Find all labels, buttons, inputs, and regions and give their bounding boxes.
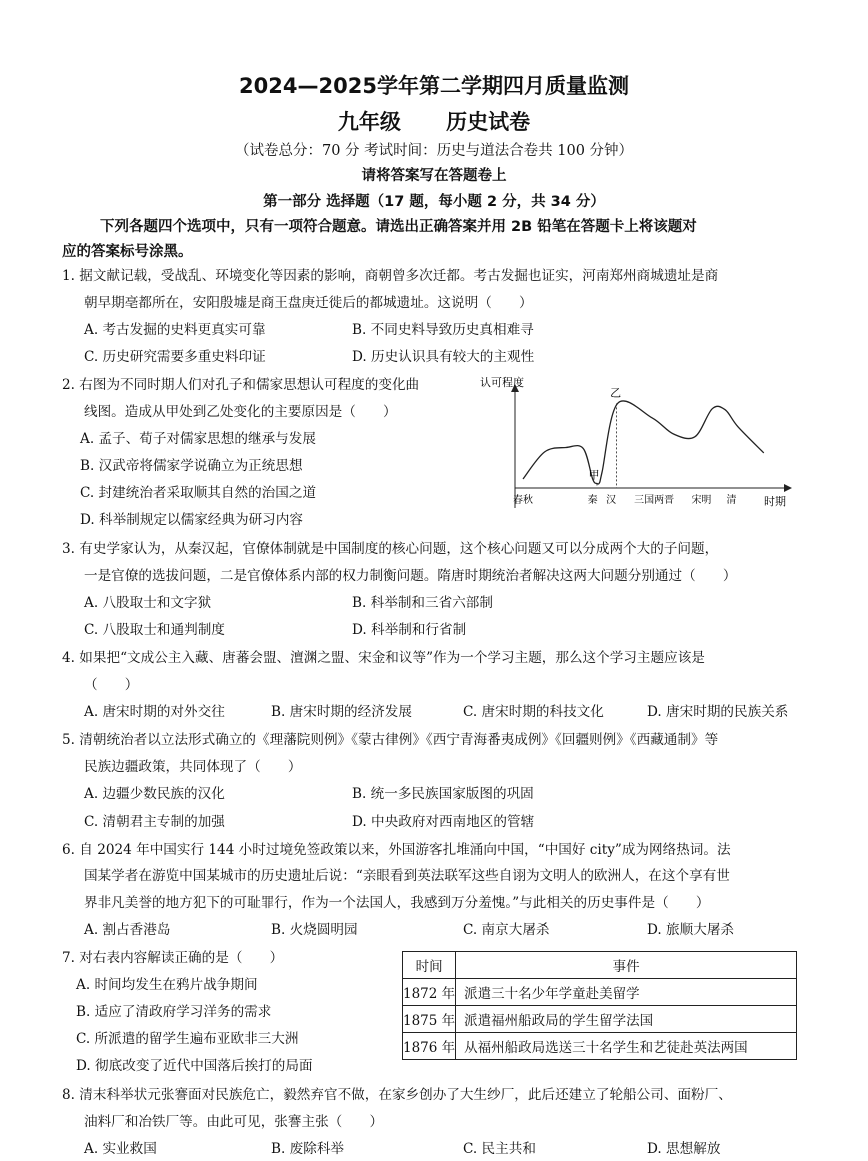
table-cell-year: 1872 年	[403, 979, 456, 1006]
question-2-stem: 线图。造成从甲处到乙处变化的主要原因是（ ）	[84, 404, 397, 420]
table-header-year: 时间	[403, 952, 456, 979]
question-6-option-b: B. 火烧圆明园	[271, 922, 358, 938]
x-axis-label: 时期	[764, 495, 786, 508]
question-4-option-d: D. 唐宋时期的民族关系	[647, 704, 789, 720]
table-header-event: 事件	[456, 952, 797, 979]
question-6-stem: 6. 自 2024 年中国实行 144 小时过境免签政策以来，外国游客扎堆涌向中国，“中国好 city”成为网络热词。法	[62, 842, 731, 858]
table-header-row	[403, 952, 797, 979]
table-row	[403, 1033, 797, 1060]
question-8-option-a: A. 实业救国	[84, 1141, 157, 1157]
question-3-option-b: B. 科举制和三省六部制	[352, 595, 493, 611]
question-3-option-d: D. 科举制和行省制	[352, 622, 467, 638]
question-6-stem: 国某学者在游览中国某城市的历史遗址后说：“亲眼看到英法联军这些自诩为文明人的欧洲人，在这个享有世	[84, 868, 730, 884]
exam-title: 2024—2025学年第二学期四月质量监测	[239, 74, 629, 98]
x-tick-label: 汉	[606, 495, 617, 506]
question-1-option-b: B. 不同史料导致历史真相难寻	[352, 322, 534, 338]
question-5-option-a: A. 边疆少数民族的汉化	[84, 786, 225, 802]
question-5-option-c: C. 清朝君主专制的加强	[84, 814, 225, 830]
question-3-option-c: C. 八股取士和通判制度	[84, 622, 225, 638]
question-2-option-d: D. 科举制规定以儒家经典为研习内容	[80, 512, 303, 528]
table-cell-year: 1875 年	[403, 1006, 456, 1033]
exam-subtitle	[0, 106, 868, 136]
question-4-stem: （ ）	[84, 677, 139, 693]
instruction-line: 应的答案标号涂黑。	[62, 244, 193, 260]
question-5-stem: 5. 清朝统治者以立法形式确立的《理藩院则例》《蒙古律例》《西宁青海番夷成例》《回疆则例》《西藏通制》等	[62, 732, 719, 748]
x-axis-arrow	[784, 484, 792, 492]
question-7-option-b: B. 适应了清政府学习洋务的需求	[76, 1004, 272, 1020]
question-4-option-a: A. 唐宋时期的对外交往	[84, 704, 225, 720]
question-8-stem: 8. 清末科举状元张謇面对民族危亡，毅然弃官不做，在家乡创办了大生纱厂，此后还建立了轮船公司、面粉厂、	[62, 1087, 732, 1103]
question-6-option-c: C. 南京大屠杀	[463, 922, 550, 938]
question-4-stem: 4. 如果把“文成公主入藏、唐蕃会盟、澶渊之盟、宋金和议等”作为一个学习主题，那么这个学习主题应该是	[62, 650, 705, 666]
question-6-stem: 界非凡美誉的地方犯下的可耻罪行，作为一个法国人，我感到万分羞愧。”与此相关的历史事件是（ ）	[84, 895, 710, 911]
question-7-option-c: C. 所派遣的留学生遍布亚欧非三大洲	[76, 1031, 299, 1047]
grade-label: 九年级	[337, 110, 401, 134]
x-tick-label: 清	[726, 495, 737, 506]
x-tick-label: 秦	[587, 495, 598, 506]
annotation-jia: 甲	[588, 468, 600, 482]
answer-note: 请将答案写在答题卷上	[361, 168, 507, 184]
table-row	[403, 979, 797, 1006]
part-title: 第一部分 选择题（17 题，每小题 2 分，共 34 分）	[263, 194, 605, 210]
exam-info: （试卷总分：70 分 考试时间：历史与道法合卷共 100 分钟）	[234, 143, 634, 159]
table-row	[403, 1006, 797, 1033]
question-1-option-c: C. 历史研究需要多重史料印证	[84, 349, 266, 365]
question-5-option-b: B. 统一多民族国家版图的巩固	[352, 786, 534, 802]
question-4-option-c: C. 唐宋时期的科技文化	[463, 704, 604, 720]
question-3-option-a: A. 八股取士和文字狱	[84, 595, 212, 611]
question-8-option-d: D. 思想解放	[647, 1141, 721, 1157]
question-7-option-d: D. 彻底改变了近代中国落后挨打的局面	[76, 1058, 313, 1074]
x-tick-label: 三国两晋	[634, 495, 675, 506]
question-1-stem: 朝早期亳都所在，安阳殷墟是商王盘庚迁徙后的都城遗址。这说明（ ）	[84, 295, 533, 311]
question-7-option-a: A. 时间均发生在鸦片战争期间	[76, 977, 258, 993]
table-cell-event: 从福州船政局选送三十名学生和艺徒赴英法两国	[456, 1033, 797, 1060]
recognition-curve-chart	[470, 370, 800, 520]
question-5-stem: 民族边疆政策，共同体现了（ ）	[84, 759, 302, 775]
question-1-option-d: D. 历史认识具有较大的主观性	[352, 349, 535, 365]
question-3-stem: 一是官僚的选拔问题，二是官僚体系内部的权力制衡问题。隋唐时期统治者解决这两大问题分别通过（ ）	[84, 568, 737, 584]
question-1-option-a: A. 考古发掘的史料更真实可靠	[84, 322, 266, 338]
question-8-stem: 油料厂和冶铁厂等。由此可见，张謇主张（ ）	[84, 1114, 384, 1130]
question-2-stem: 2. 右图为不同时期人们对孔子和儒家思想认可程度的变化曲	[62, 377, 420, 393]
table-cell-event: 派遣福州船政局的学生留学法国	[456, 1006, 797, 1033]
question-2-option-b: B. 汉武帝将儒家学说确立为正统思想	[80, 458, 303, 474]
question-5-option-d: D. 中央政府对西南地区的管辖	[352, 814, 535, 830]
table-cell-event: 派遣三十名少年学童赴美留学	[456, 979, 797, 1006]
question-8-option-b: B. 废除科举	[271, 1141, 345, 1157]
question-7-stem: 7. 对右表内容解读正确的是（ ）	[62, 950, 284, 966]
question-3-stem: 3. 有史学家认为，从秦汉起，官僚体制就是中国制度的核心问题，这个核心问题又可以分成两个大的子问题，	[62, 541, 719, 557]
question-1-stem: 1. 据文献记载，受战乱、环境变化等因素的影响，商朝曾多次迁都。考古发掘也证实，河南郑州商城遗址是商	[62, 268, 719, 284]
table-cell-year: 1876 年	[403, 1033, 456, 1060]
question-2-option-a: A. 孟子、荀子对儒家思想的继承与发展	[80, 431, 316, 447]
events-table	[402, 951, 797, 1060]
annotation-yi: 乙	[610, 386, 622, 400]
subject-label: 历史试卷	[446, 110, 531, 134]
question-8-option-c: C. 民主共和	[463, 1141, 536, 1157]
question-2-option-c: C. 封建统治者采取顺其自然的治国之道	[80, 485, 317, 501]
series-line	[523, 401, 764, 484]
question-4-option-b: B. 唐宋时期的经济发展	[271, 704, 412, 720]
x-tick-label: 春秋	[513, 495, 533, 506]
question-6-option-a: A. 割占香港岛	[84, 922, 171, 938]
y-axis-label: 认可程度	[480, 376, 524, 389]
instruction-line: 下列各题四个选项中，只有一项符合题意。请选出正确答案并用 2B 铅笔在答题卡上将该题对	[100, 219, 697, 235]
x-tick-label: 宋明	[691, 495, 712, 506]
question-6-option-d: D. 旅顺大屠杀	[647, 922, 735, 938]
